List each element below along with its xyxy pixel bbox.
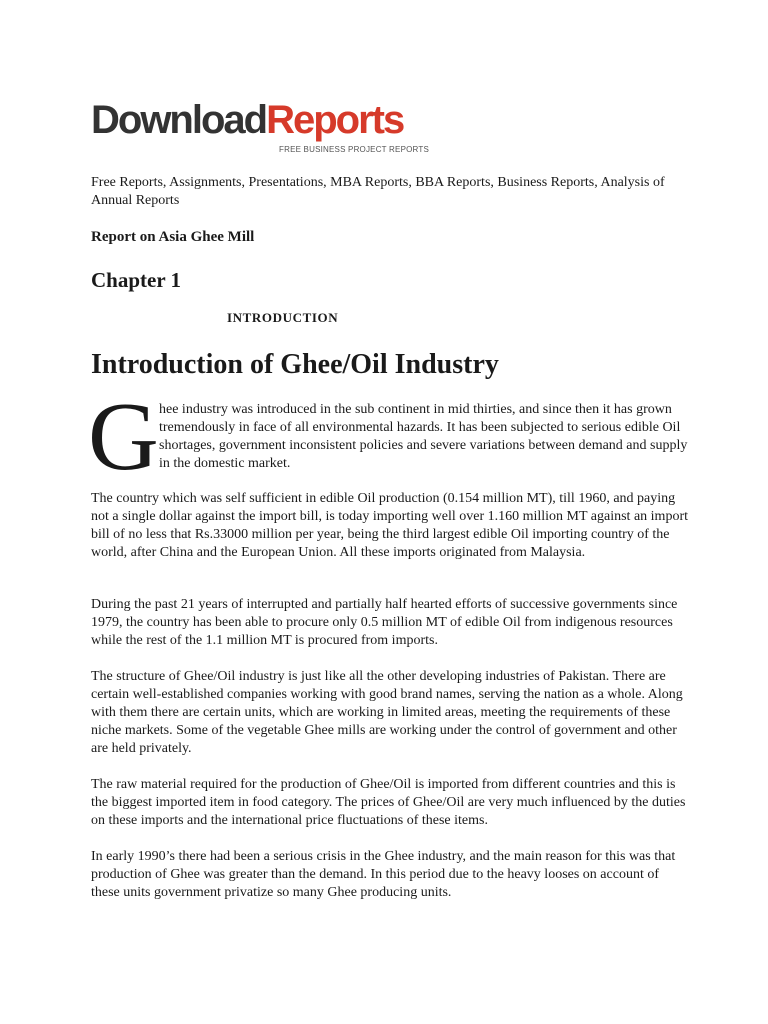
drop-cap: G <box>88 383 159 491</box>
report-categories-text: Free Reports, Assignments, Presentations, MBA Reports, BBA Reports, Business Reports, Analysis of Annual Reports <box>91 175 665 208</box>
paragraph-5: The raw material required for the production of Ghee/Oil is imported from different countries and this is the biggest imported item in food category. The prices of Ghee/Oil are very much influenced by the duties on these imports and the international price fluctuations of these items. <box>91 777 686 828</box>
logo-tagline: FREE BUSINESS PROJECT REPORTS <box>279 145 429 154</box>
section-label: INTRODUCTION <box>227 310 339 325</box>
paragraph-1: hee industry was introduced in the sub continent in mid thirties, and since then it has grown tremendously in face of all environmental hazards. It has been subjected to serious edible Oil shortages, government inconsistent policies and severe variations between demand and supply in the domestic market. <box>159 402 688 471</box>
logo-wordmark <box>91 98 403 142</box>
paragraph-2: The country which was self sufficient in edible Oil production (0.154 million MT), till 1960, and paying not a single dollar against the import bill, is today importing well over 1.160 million MT against an import bill of no less that Rs.33000 million per year, being the third largest edible Oil importing country of the world, after China and the European Union. All these imports originated from Malaysia. <box>91 491 688 560</box>
section-heading: Introduction of Ghee/Oil Industry <box>91 349 499 380</box>
report-title: Report on Asia Ghee Mill <box>91 229 255 245</box>
logo-word-reports: Reports <box>266 98 404 142</box>
paragraph-3: During the past 21 years of interrupted and partially half hearted efforts of successive governments since 1979, the country has been able to procure only 0.5 million MT of edible Oil from indigenous resources while the rest of the 1.1 million MT is procured from imports. <box>91 597 678 648</box>
paragraph-6: In early 1990’s there had been a serious crisis in the Ghee industry, and the main reason for this was that production of Ghee was greater than the demand. In this period due to the heavy looses on account of these units government privatize so many Ghee producing units. <box>91 849 676 900</box>
download-reports-logo[interactable] <box>91 98 451 158</box>
logo-word-download: Download <box>91 98 267 142</box>
chapter-heading: Chapter 1 <box>91 268 182 292</box>
paragraph-4: The structure of Ghee/Oil industry is just like all the other developing industries of Pakistan. There are certain well-established companies working with good brand names, serving the nation as a whole. Along with them there are certain units, which are working in limited areas, meeting the requirements of these niche markets. Some of the vegetable Ghee mills are working under the control of government and other are held privately. <box>91 669 683 756</box>
